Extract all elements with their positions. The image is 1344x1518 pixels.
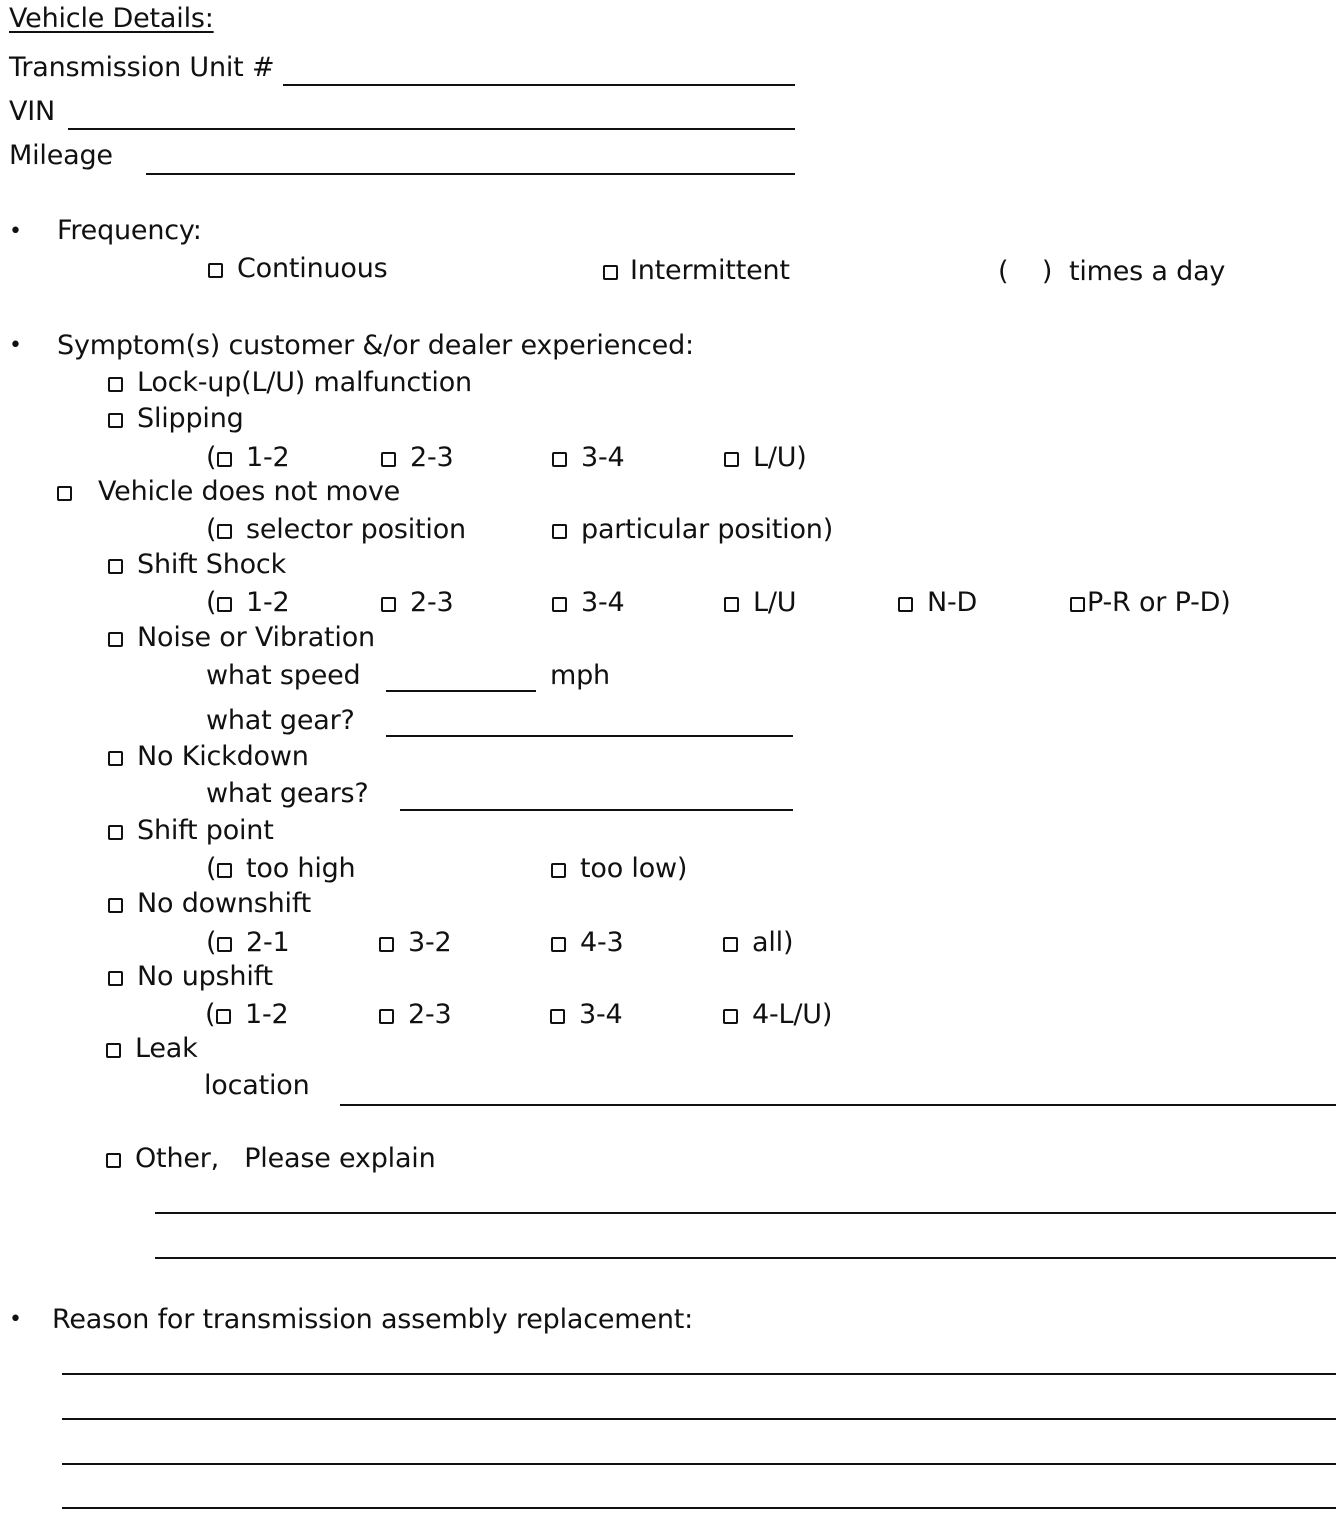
vin-label: VIN [9,96,56,127]
checkbox[interactable] [724,597,739,612]
slipping-1-2-option[interactable]: 1-2 [217,442,290,474]
checkbox[interactable] [723,1009,738,1024]
reason-line-2[interactable] [62,1418,1336,1420]
checkbox[interactable] [723,937,738,952]
checkbox[interactable] [108,825,123,840]
no-move-paren: ( [206,514,217,545]
selector-position-option[interactable]: selector position [217,514,466,546]
checkbox[interactable] [216,1009,231,1024]
checkbox[interactable] [603,265,618,280]
noise-option[interactable]: Noise or Vibration [108,622,375,654]
checkbox[interactable] [724,452,739,467]
too-low-option[interactable]: too low) [551,853,687,885]
downshift-2-1-option[interactable]: 2-1 [217,927,290,959]
shift-shock-3-4-option[interactable]: 3-4 [552,587,625,619]
checkbox[interactable] [379,937,394,952]
checkbox[interactable] [108,632,123,647]
other-explain-line-1[interactable] [155,1212,1336,1214]
checkbox[interactable] [108,751,123,766]
checkbox[interactable] [108,971,123,986]
leak-location-field[interactable] [340,1104,1336,1106]
mileage-label: Mileage [9,140,113,171]
bullet: • [9,1307,22,1332]
upshift-4-lu-option[interactable]: 4-L/U) [723,999,832,1031]
symptoms-label: Symptom(s) customer &/or dealer experienced: [57,330,694,361]
checkbox[interactable] [550,1009,565,1024]
reason-line-3[interactable] [62,1463,1336,1465]
slipping-lu-option[interactable]: L/U) [724,442,807,474]
shift-point-paren: ( [206,853,217,884]
upshift-3-4-option[interactable]: 3-4 [550,999,623,1031]
slipping-2-3-option[interactable]: 2-3 [381,442,454,474]
bullet: • [9,219,22,244]
too-high-option[interactable]: too high [217,853,355,885]
leak-option[interactable]: Leak [106,1033,198,1065]
what-speed-label: what speed [206,660,361,691]
downshift-3-2-option[interactable]: 3-2 [379,927,452,959]
checkbox[interactable] [106,1043,121,1058]
vehicle-details-heading: Vehicle Details: [9,3,214,34]
checkbox[interactable] [108,413,123,428]
shift-shock-p-r-option[interactable]: P-R or P-D) [1070,587,1231,619]
frequency-label: Frequency: [57,215,202,246]
checkbox[interactable] [208,263,223,278]
shift-point-option[interactable]: Shift point [108,815,274,847]
checkbox[interactable] [898,597,913,612]
bullet: • [9,333,22,358]
upshift-paren: ( [205,999,216,1030]
upshift-2-3-option[interactable]: 2-3 [379,999,452,1031]
checkbox[interactable] [217,937,232,952]
checkbox[interactable] [381,597,396,612]
particular-position-option[interactable]: particular position) [552,514,833,546]
checkbox[interactable] [217,452,232,467]
checkbox[interactable] [217,524,232,539]
checkbox[interactable] [552,597,567,612]
shift-shock-lu-option[interactable]: L/U [724,587,796,619]
lockup-option[interactable]: Lock-up(L/U) malfunction [108,367,472,399]
location-label: location [204,1070,310,1101]
checkbox[interactable] [217,597,232,612]
reason-line-4[interactable] [62,1507,1336,1509]
shift-shock-2-3-option[interactable]: 2-3 [381,587,454,619]
mileage-field[interactable] [146,173,795,175]
checkbox[interactable] [551,863,566,878]
downshift-4-3-option[interactable]: 4-3 [551,927,624,959]
upshift-1-2-option[interactable]: 1-2 [216,999,289,1031]
reason-line-1[interactable] [62,1373,1336,1375]
checkbox[interactable] [217,863,232,878]
shift-shock-n-d-option[interactable]: N-D [898,587,977,619]
checkbox[interactable] [379,1009,394,1024]
shift-shock-option[interactable]: Shift Shock [108,549,286,581]
checkbox[interactable] [108,559,123,574]
shift-shock-1-2-option[interactable]: 1-2 [217,587,290,619]
no-downshift-option[interactable]: No downshift [108,888,311,920]
downshift-paren: ( [206,927,217,958]
checkbox[interactable] [381,452,396,467]
checkbox[interactable] [1070,597,1085,612]
gear-field[interactable] [386,735,793,737]
checkbox[interactable] [108,898,123,913]
other-explain-line-2[interactable] [155,1257,1336,1259]
frequency-intermittent-option[interactable]: Intermittent [603,255,790,287]
what-gears-label: what gears? [206,778,369,809]
checkbox[interactable] [551,937,566,952]
slipping-option[interactable]: Slipping [108,403,244,435]
checkbox[interactable] [106,1153,121,1168]
speed-field[interactable] [386,690,536,692]
no-upshift-option[interactable]: No upshift [108,961,273,993]
vin-field[interactable] [68,128,795,130]
downshift-all-option[interactable]: all) [723,927,793,959]
transmission-unit-label: Transmission Unit # [9,52,275,83]
other-option[interactable]: Other, Please explain [106,1143,436,1175]
gears-field[interactable] [400,809,793,811]
no-move-option[interactable]: Vehicle does not move [57,476,400,508]
slipping-3-4-option[interactable]: 3-4 [552,442,625,474]
slipping-paren: ( [206,442,217,473]
checkbox[interactable] [108,377,123,392]
checkbox[interactable] [552,524,567,539]
shift-shock-paren: ( [206,587,217,618]
checkbox[interactable] [57,486,72,501]
transmission-unit-field[interactable] [283,84,795,86]
what-gear-label: what gear? [206,705,355,736]
reason-label: Reason for transmission assembly replacement: [52,1304,694,1335]
no-kickdown-option[interactable]: No Kickdown [108,741,309,773]
checkbox[interactable] [552,452,567,467]
mph-label: mph [550,660,610,691]
frequency-continuous-option[interactable]: Continuous [208,253,388,285]
times-a-day-field[interactable]: ( ) times a day [998,256,1226,287]
